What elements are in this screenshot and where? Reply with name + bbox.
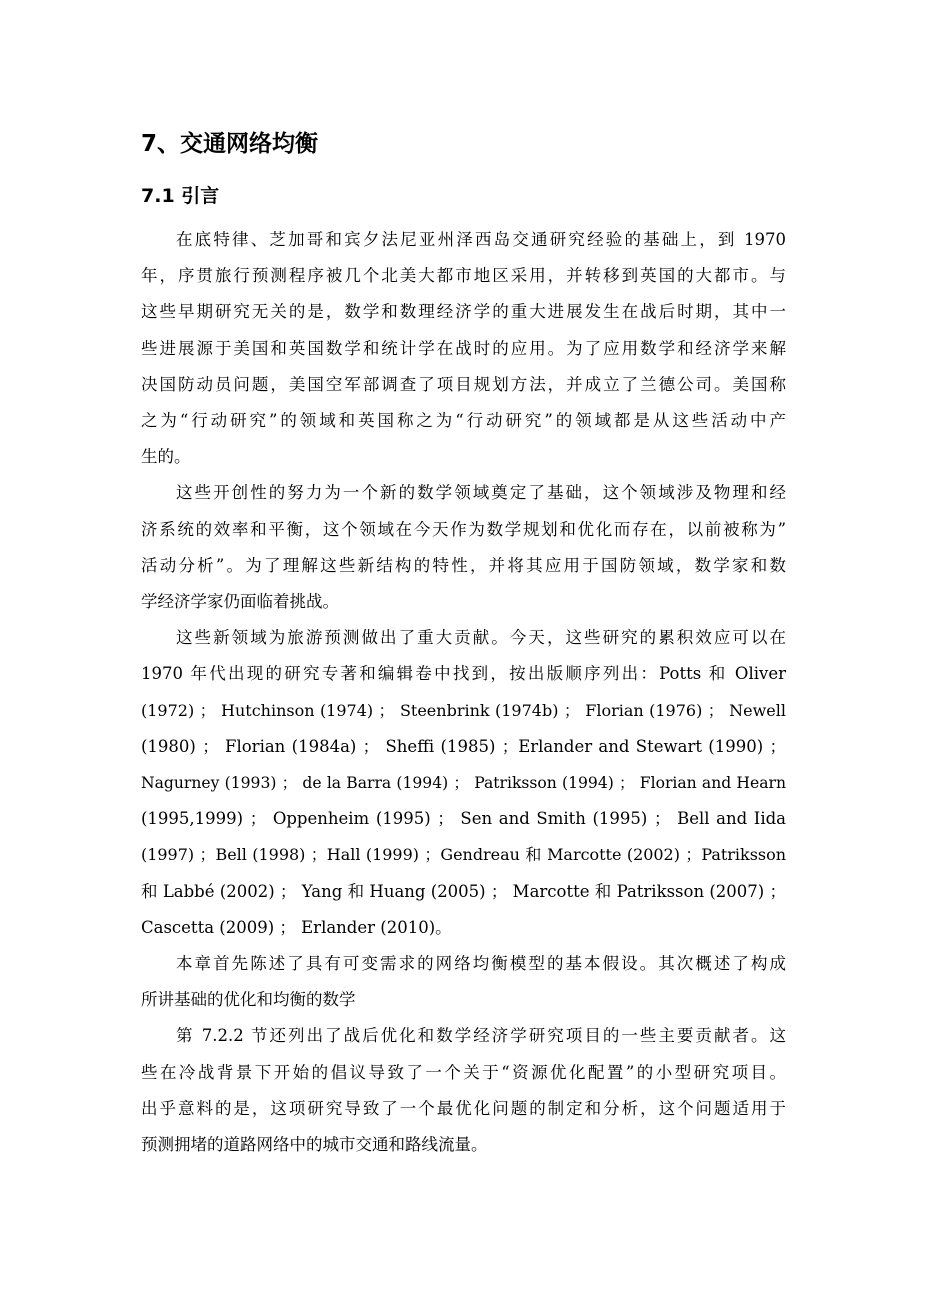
text-line: 和 Labbé (2002) ； Yang 和 Huang (2005) ； Marcotte 和 Patriksson (2007) ；: [141, 881, 786, 901]
text-line: 所讲基础的优化和均衡的数学: [141, 990, 356, 1010]
text-line: 本章首先陈述了具有可变需求的网络均衡模型的基本假设。其次概述了构成: [176, 954, 786, 974]
text-line: 学经济学家仍面临着挑战。: [141, 592, 339, 612]
text-line: 决国防动员问题，美国空军部调查了项目规划方法，并成立了兰德公司。美国称: [141, 374, 786, 394]
text-line: 预测拥堵的道路网络中的城市交通和路线流量。: [141, 1135, 488, 1155]
text-line: 1970 年代出现的研究专著和编辑卷中找到，按出版顺序列出：Potts 和 Oliver: [141, 664, 786, 684]
text-line: 这些新领域为旅游预测做出了重大贡献。今天，这些研究的累积效应可以在: [176, 628, 786, 648]
paragraph-1: [141, 222, 786, 475]
text-line: 年，序贯旅行预测程序被几个北美大都市地区采用，并转移到英国的大都市。与: [141, 266, 786, 286]
text-line: Cascetta (2009) ； Erlander (2010)。: [141, 917, 452, 937]
text-line: 之为“行动研究”的领域和英国称之为“行动研究”的领域都是从这些活动中产: [141, 411, 786, 431]
text-line: (1980) ； Florian (1984a) ； Sheffi (1985) ；Erlander and Stewart (1990) ；: [141, 736, 786, 756]
paragraph-3: [141, 620, 786, 946]
text-line: (1972) ； Hutchinson (1974) ； Steenbrink (1974b) ； Florian (1976) ； Newell: [141, 700, 786, 720]
paragraph-2: [141, 475, 786, 620]
text-line: 生的。: [141, 447, 191, 467]
paragraph-5: [141, 1018, 786, 1163]
text-line: Nagurney (1993) ； de la Barra (1994) ； Patriksson (1994) ； Florian and Hearn: [141, 774, 786, 793]
text-line: 第 7.2.2 节还列出了战后优化和数学经济学研究项目的一些主要贡献者。这: [176, 1026, 786, 1046]
page-content: [141, 122, 786, 1163]
text-line: 些在冷战背景下开始的倡议导致了一个关于“资源优化配置”的小型研究项目。: [141, 1062, 786, 1082]
text-line: 些进展源于美国和英国数学和统计学在战时的应用。为了应用数学和经济学来解: [141, 338, 786, 358]
text-line: (1997) ；Bell (1998) ；Hall (1999) ；Gendreau 和 Marcotte (2002) ；Patriksson: [141, 845, 786, 865]
text-line: 这些开创性的努力为一个新的数学领域奠定了基础，这个领域涉及物理和经: [176, 483, 786, 503]
section-title: 7.1 引言: [141, 185, 220, 207]
text-line: 济系统的效率和平衡，这个领域在今天作为数学规划和优化而存在，以前被称为”: [141, 519, 786, 539]
text-line: 活动分析”。为了理解这些新结构的特性，并将其应用于国防领域，数学家和数: [141, 555, 786, 575]
text-line: 这些早期研究无关的是，数学和数理经济学的重大进展发生在战后时期，其中一: [141, 302, 786, 322]
paragraph-4: [141, 946, 786, 1018]
chapter-title: 7、交通网络均衡: [141, 131, 319, 157]
text-line: 出乎意料的是，这项研究导致了一个最优化问题的制定和分析，这个问题适用于: [141, 1098, 786, 1118]
text-line: (1995,1999) ； Oppenheim (1995) ； Sen and Smith (1995) ； Bell and Iida: [141, 809, 786, 829]
text-line: 在底特律、芝加哥和宾夕法尼亚州泽西岛交通研究经验的基础上，到 1970: [176, 230, 786, 249]
